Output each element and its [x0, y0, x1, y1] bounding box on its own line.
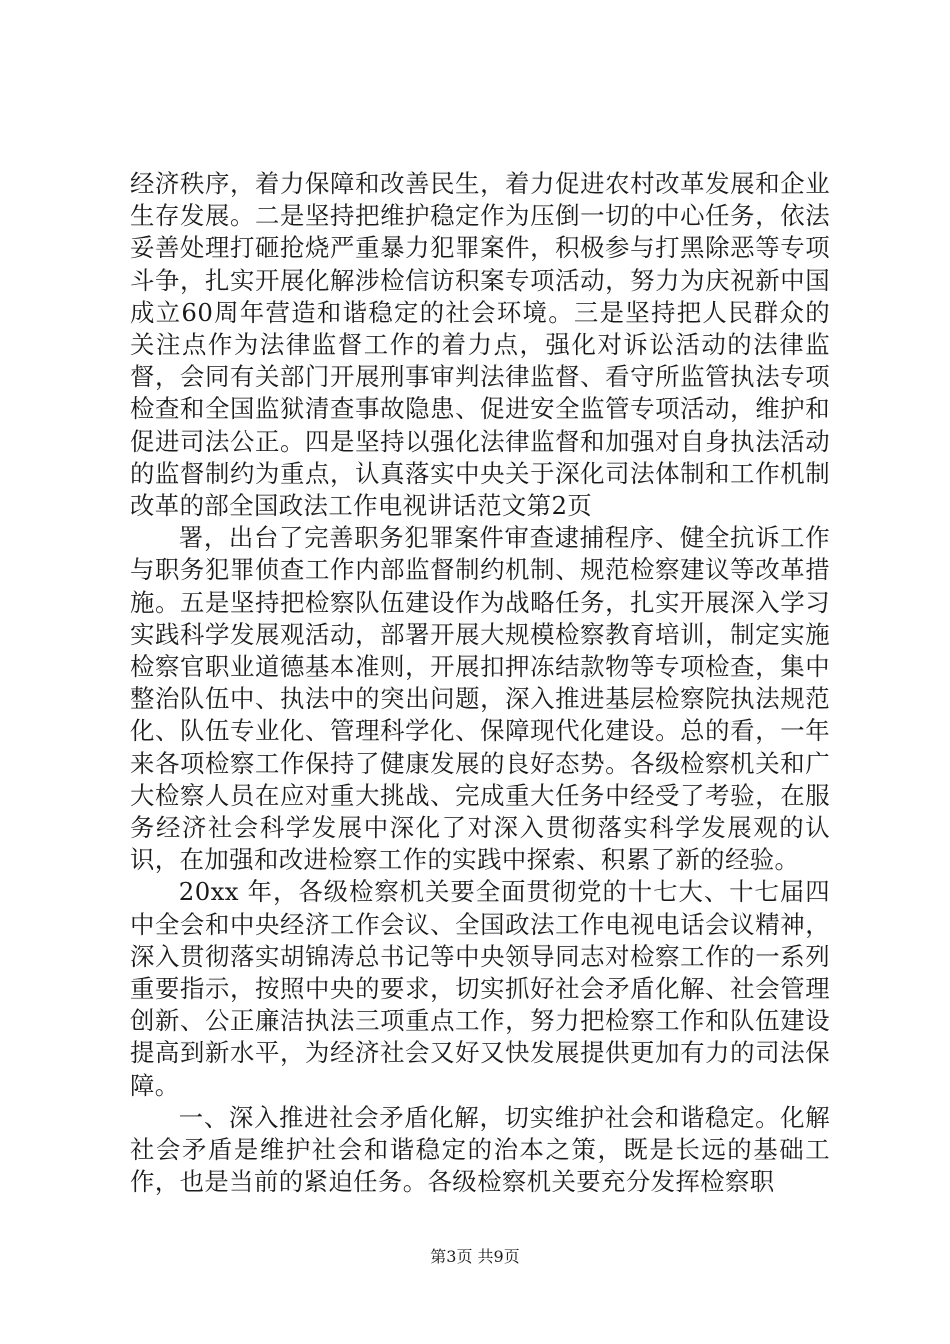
paragraph-4: 一、深入推进社会矛盾化解，切实维护社会和谐稳定。化解社会矛盾是维护社会和谐稳定的治本之策，既是长远的基础工作，也是当前的紧迫任务。各级检察机关要充分发挥检察职: [130, 1102, 830, 1197]
paragraph-2: 署，出台了完善职务犯罪案件审查逮捕程序、健全抗诉工作与职务犯罪侦查工作内部监督制约机制、规范检察建议等改革措施。五是坚持把检察队伍建设作为战略任务，扎实开展深入学习实践科学发展观活动，部署开展大规模检察教育培训，制定实施检察官职业道德基本准则，开展扣押冻结款物等专项检查，集中整治队伍中、执法中的突出问题，深入推进基层检察院执法规范化、队伍专业化、管理科学化、保障现代化建设。总的看，一年来各项检察工作保持了健康发展的良好态势。各级检察机关和广大检察人员在应对重大挑战、完成重大任务中经受了考验，在服务经济社会科学发展中深化了对深入贯彻落实科学发展观的认识，在加强和改进检察工作的实践中探索、积累了新的经验。: [130, 523, 830, 875]
page-footer: 第3页 共9页: [430, 1247, 520, 1266]
paragraph-3: 20xx 年，各级检察机关要全面贯彻党的十七大、十七届四中全会和中央经济工作会议、全国政法工作电视电话会议精神，深入贯彻落实胡锦涛总书记等中央领导同志对检察工作的一系列重要指示，按照中央的要求，切实抓好社会矛盾化解、社会管理创新、公正廉洁执法三项重点工作，努力把检察工作和队伍建设提高到新水平，为经济社会又好又快发展提供更加有力的司法保障。: [130, 877, 830, 1100]
document-body: [130, 168, 830, 1199]
paragraph-1: 经济秩序，着力保障和改善民生，着力促进农村改革发展和企业生存发展。二是坚持把维护稳定作为压倒一切的中心任务，依法妥善处理打砸抢烧严重暴力犯罪案件，积极参与打黑除恶等专项斗争，扎实开展化解涉检信访积案专项活动，努力为庆祝新中国成立60周年营造和谐稳定的社会环境。三是坚持把人民群众的关注点作为法律监督工作的着力点，强化对诉讼活动的法律监督，会同有关部门开展刑事审判法律监督、看守所监管执法专项检查和全国监狱清查事故隐患、促进安全监管专项活动，维护和促进司法公正。四是坚持以强化法律监督和加强对自身执法活动的监督制约为重点，认真落实中央关于深化司法体制和工作机制改革的部全国政法工作电视讲话范文第2页: [130, 169, 830, 521]
